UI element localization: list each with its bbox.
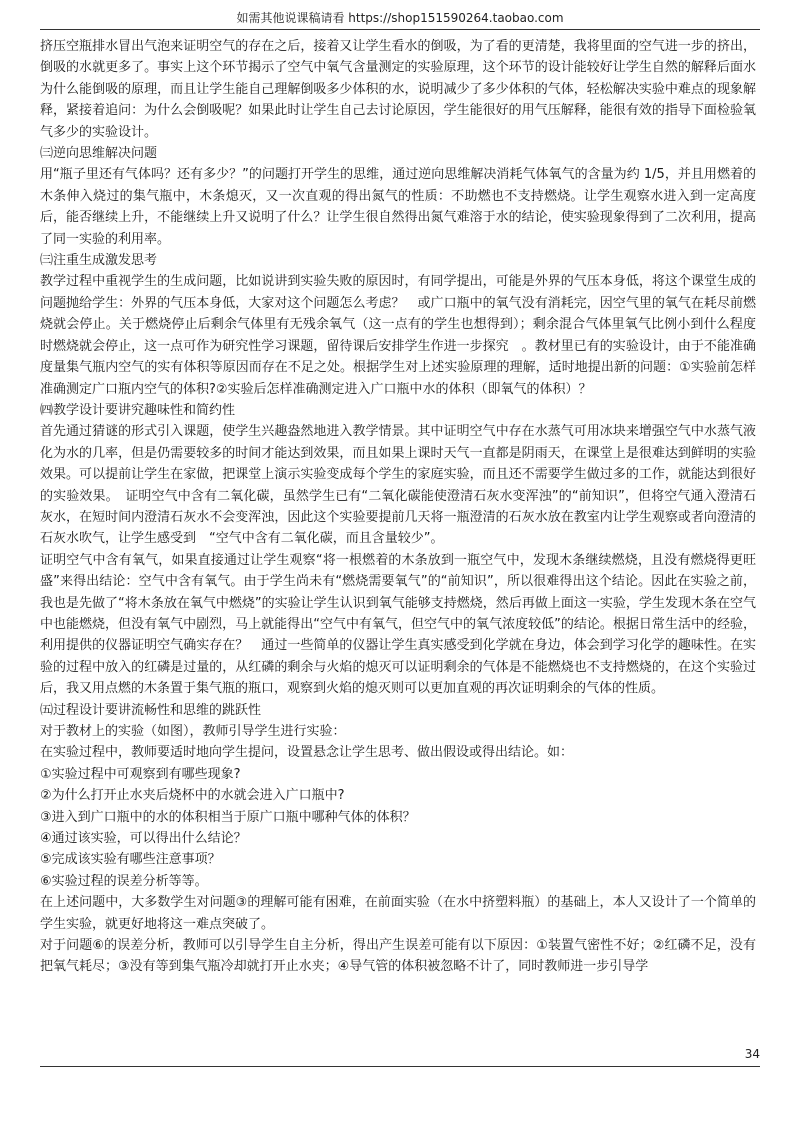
- page-number: 34: [744, 1047, 760, 1061]
- paragraph: 首先通过猜谜的形式引入课题，使学生兴趣盎然地进入教学情景。其中证明空气中存在水蒸气可用冰块来增强空气中水蒸气液化为水的几率，但是仍需要较多的时间才能达到效果，而且如果上课时天气一直都是阴雨天，在课堂上是很难达到鲜明的实验效果。可以提前让学生在家做，把课堂上演示实验变成每个学生的家庭实验，而且还不需要学生做过多的工作，就能达到很好的实验效果。 证明空气中含有二氧化碳，虽然学生已有“二氧化碳能使澄清石灰水变浑浊”的“前知识”，但将空气通入澄清石灰水，在短时间内澄清石灰水不会变浑浊，因此这个实验要提前几天将一瓶澄清的石灰水放在教室内让学生观察或者向澄清的石灰水吹气，让学生感受到 “空气中含有二氧化碳，而且含量较少”。: [40, 424, 756, 547]
- paragraph: 对于问题⑥的误差分析，教师可以引导学生自主分析，得出产生误差可能有以下原因：①装置气密性不好；②红磷不足，没有把氧气耗尽；③没有等到集气瓶冷却就打开止水夹；④导气管的体积被忽略不计了，同时教师进一步引导学: [40, 938, 756, 975]
- paragraph: 教学过程中重视学生的生成问题，比如说讲到实验失败的原因时，有同学提出，可能是外界的气压本身低，将这个课堂生成的问题抛给学生：外界的气压本身低，大家对这个问题怎么考虑？ 或广口瓶中的氧气没有消耗完，因空气里的氧气在耗尽前燃烧就会停止。关于燃烧停止后剩余气体里有无残余氧气（这一点有的学生也想得到）；剩余混合气体里氧气比例小到什么程度时燃烧就会停止，这一点可作为研究性学习课题，留待课后安排学生作进一步探究 。教材里已有的实验设计，由于不能准确度量集气瓶内空气的实有体积等原因而存在不足之处。根据学生对上述实验原理的理解，适时地提出新的问题：①实验前怎样准确测定广口瓶内空气的体积?②实验后怎样准确测定进入广口瓶中水的体积（即氧气的体积）？: [40, 274, 756, 397]
- section-heading: ㈤过程设计要讲流畅性和思维的跳跃性: [40, 702, 262, 718]
- section-heading: ㈣教学设计要讲究趣味性和简约性: [40, 402, 236, 418]
- section-heading: ㈢注重生成激发思考: [40, 253, 158, 269]
- question-item: ⑤完成该实验有哪些注意事项？: [40, 852, 221, 868]
- paragraph: 挤压空瓶排水冒出气泡来证明空气的存在之后，接着又让学生看水的倒吸，为了看的更清楚，我将里面的空气进一步的挤出，倒吸的水就更多了。事实上这个环节揭示了空气中氧气含量测定的实验原理，这个环节的设计能较好让学生自然的解释后面水为什么能倒吸的原理，而且让学生能自己理解倒吸多少体积的水，说明减少了多少体积的气体，轻松解决实验中难点的现象解释，紧接着追问：为什么会倒吸呢？如果此时让学生自己去讨论原因，学生能很好的用气压解释，能很有效的指导下面检验氧气多少的实验设计。: [40, 39, 756, 140]
- question-item: ⑥实验过程的误差分析等等。: [40, 873, 208, 889]
- section-heading: ㈢逆向思维解决问题: [40, 146, 158, 162]
- question-item: ②为什么打开止水夹后烧杯中的水就会进入广口瓶中?: [40, 788, 345, 804]
- document-body: [40, 36, 756, 978]
- paragraph: 对于教材上的实验（如图），教师引导学生进行实验：: [40, 724, 346, 739]
- question-item: ①实验过程中可观察到有哪些现象?: [40, 766, 241, 782]
- header-divider: [40, 29, 760, 30]
- paragraph: 在上述问题中，大多数学生对问题③的理解可能有困难，在前面实验（在水中挤塑料瓶）的基础上，本人又设计了一个简单的学生实验，就更好地将这一难点突破了。: [40, 895, 756, 932]
- paragraph: 用“瓶子里还有气体吗？还有多少？”的问题打开学生的思维，通过逆向思维解决消耗气体氧气的含量为约 1/5，并且用燃着的木条伸入烧过的集气瓶中，木条熄灭，又一次直观的得出氮气的性质：不助燃也不支持燃烧。让学生观察水进入到一定高度后，能否继续上升，不能继续上升又说明了什么？让学生很自然得出氮气难溶于水的结论，使实验现象得到了二次利用，提高了同一实验的利用率。: [40, 167, 756, 247]
- footer-divider: [40, 1066, 760, 1067]
- page-header: 如需其他说课稿请看 https://shop151590264.taobao.com: [236, 11, 564, 25]
- question-item: ④通过该实验，可以得出什么结论？: [40, 831, 247, 847]
- question-item: ③进入到广口瓶中的水的体积相当于原广口瓶中哪种气体的体积？: [40, 809, 416, 825]
- paragraph: 在实验过程中，教师要适时地向学生提问，设置悬念让学生思考、做出假设或得出结论。如：: [40, 745, 574, 761]
- paragraph: 证明空气中含有氧气，如果直接通过让学生观察“将一根燃着的木条放到一瓶空气中，发现木条继续燃烧，且没有燃烧得更旺盛”来得出结论：空气中含有氧气。由于学生尚未有“燃烧需要氧气”的“前知识”，所以很难得出这个结论。因此在实验之前，我也是先做了“将木条放在氧气中燃烧”的实验让学生认识到氧气能够支持燃烧，然后再做上面这一实验，学生发现木条在空气中也能燃烧，但没有氧气中剧烈，马上就能得出“空气中有氧气，但空气中的氧气浓度较低”的结论。根据日常生活中的经验，利用提供的仪器证明空气确实存在？ 通过一些简单的仪器让学生真实感受到化学就在身边，体会到学习化学的趣味性。在实验的过程中放入的红磷是过量的，从红磷的剩余与火焰的熄灭可以证明剩余的气体是不能燃烧也不支持燃烧的，在这个实验过后，我又用点燃的木条置于集气瓶的瓶口，观察到火焰的熄灭则可以更加直观的再次证明剩余的气体的性质。: [40, 552, 756, 697]
